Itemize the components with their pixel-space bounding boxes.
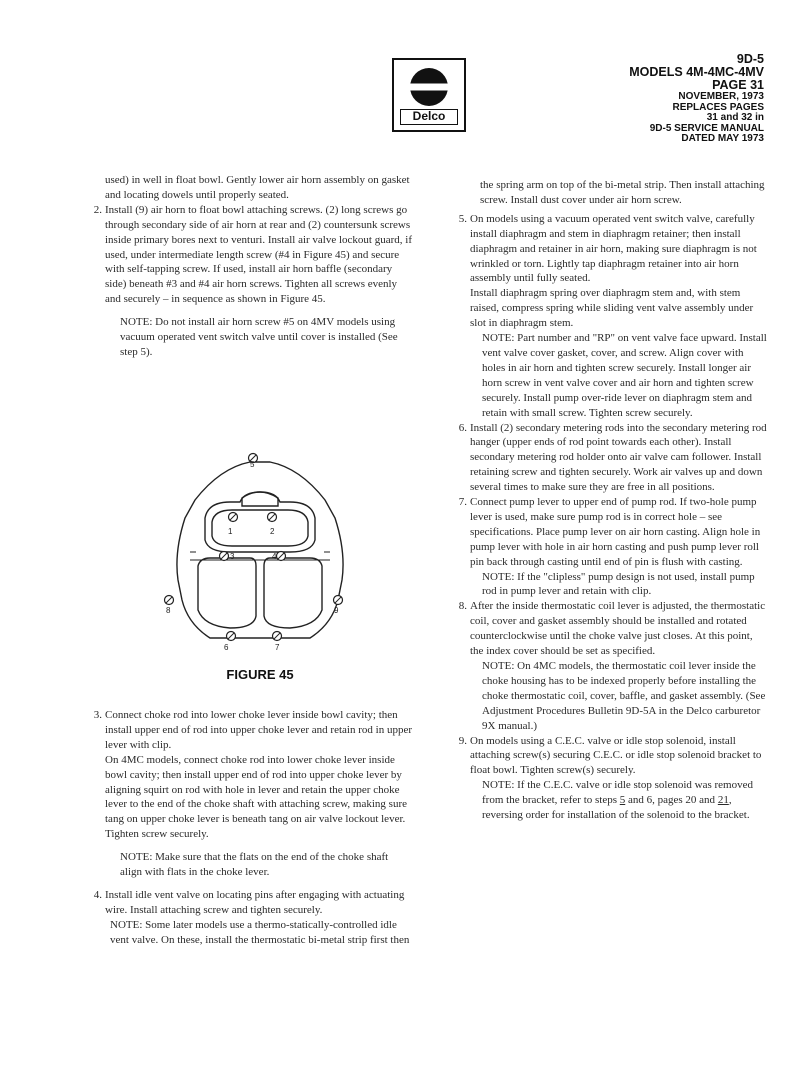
step-text: Install idle vent valve on locating pins after engaging with actuating wire. Install attaching screw and tighten securely. [105, 888, 405, 916]
step-number: 4. [93, 888, 102, 901]
step-7 [450, 495, 768, 570]
step-6 [450, 421, 768, 496]
issue-date: NOVEMBER, 1973 [678, 91, 764, 102]
screw-label-9: 9 [334, 606, 339, 615]
delco-logo [392, 58, 466, 132]
note-step-3: NOTE: Make sure that the flats on the end of the choke shaft align with flats in the choke lever. [120, 851, 389, 879]
page-header [564, 53, 764, 145]
step-reference-link: 5 [619, 794, 626, 807]
replaces-line: REPLACES PAGES [672, 101, 764, 113]
left-column-lower [80, 708, 412, 948]
screw-label-2: 2 [270, 527, 275, 536]
step-number: 3. [93, 709, 102, 721]
step-3 [80, 708, 412, 753]
screw-label-1: 1 [228, 527, 233, 536]
screw-label-8: 8 [166, 606, 171, 615]
manual-date: DATED MAY 1973 [681, 133, 764, 144]
note-step-8: NOTE: On 4MC models, the thermostatic coil lever inside the choke housing has to be indexed properly before installing the choke thermostatic coil, cover, baffle, and gasket assembly. (See Adjustment Procedures Bulletin 9D-5A in the Delco carburetor 9X manual.) [482, 660, 766, 732]
note-step-5: NOTE: Part number and "RP" on vent valve face upward. Install vent valve cover gasket, cover, and screw. Align cover with holes in air horn and tighten screw securely. Install longer air horn screw in vent valve cover and air horn and tighten screw securely. Install pump over-ride lever on diaphragm stem and retain with small screw. Tighten screw securely. [482, 332, 767, 419]
figure-caption: FIGURE 45 [226, 667, 294, 682]
screw-label-5: 5 [250, 460, 255, 469]
step-number: 7. [458, 496, 467, 509]
logo-wordmark: Delco [400, 109, 458, 125]
note-text: NOTE: If the C.E.C. valve or idle stop solenoid was removed from the bracket, refer to steps [482, 779, 753, 807]
note-step-9 [450, 778, 768, 823]
step-4 [80, 888, 412, 918]
screw-label-4: 4 [272, 552, 277, 561]
screw-label-6: 6 [224, 643, 229, 652]
section-number: 9D-5 [736, 52, 764, 66]
note-step-2: NOTE: Do not install air horn screw #5 on 4MV models using vacuum operated vent switch valve until cover is installed (See step 5). [120, 316, 398, 358]
step-number: 8. [458, 600, 467, 613]
step-5 [450, 212, 768, 287]
manual-name: 9D-5 SERVICE MANUAL [649, 122, 764, 134]
step-number: 6. [458, 421, 467, 434]
note-step-4: NOTE: Some later models use a thermo-statically-controlled idle vent valve. On these, install the thermostatic bi-metal strip first then [110, 918, 410, 946]
step-number: 5. [458, 212, 467, 225]
paragraph-continued: the spring arm on top of the bi-metal strip. Then install attaching screw. Install dust cover under air horn screw. [480, 179, 765, 206]
step-8 [450, 599, 768, 659]
page-number: PAGE 31 [712, 78, 764, 92]
screw-label-7: 7 [275, 643, 280, 652]
screw-label-3: 3 [230, 552, 235, 561]
step-text: After the inside thermostatic coil lever is adjusted, the thermostatic coil, cover and gasket assembly should be installed and rotated counterclockwise until the choke valve just closes. At this point, the index cover should be set as specified. [470, 600, 766, 658]
step-9 [450, 734, 768, 779]
step-text: Connect choke rod into lower choke lever inside bowl cavity; then install upper end of rod into upper choke lever and retain rod in upper lever with clip. [105, 709, 412, 751]
right-column [450, 178, 768, 823]
note-text: and 6, pages 20 and [628, 794, 716, 807]
step-text: On models using a C.E.C. valve or idle stop solenoid, install attaching screw(s) securing C.E.C. or idle stop solenoid bracket to float bowl. Tighten screw(s) securely. [470, 734, 762, 777]
step-text: Install (2) secondary metering rods into the secondary metering rod hanger (upper ends of rod point towards each other). Install secondary metering rod holder onto air valve cam follower. Install retaining screw and tighten securely. Work air valves up and down several times to make sure they are free in all positions. [470, 421, 767, 494]
step-number: 9. [458, 734, 467, 747]
note-step-7: NOTE: If the "clipless" pump design is not used, install pump rod in pump lever and retain with clip. [482, 570, 755, 598]
replaced-pages: 31 and 32 in [706, 112, 764, 123]
left-column-upper [80, 173, 412, 368]
step-2 [80, 203, 412, 307]
step-text: Install (9) air horn to float bowl attaching screws. (2) long screws go through secondary side of air horn at rear and (2) countersunk screws inside primary bores next to venturi. Install air valve lockout guard, if used, under intermediate length screw (#4 in Figure 45) and secure with self-tapping screw. If used, install air horn baffle (secondary side) beneath #3 and #4 air horn screws. Tighten all screws evenly and securely – in sequence as shown in Figure 45. [105, 203, 413, 306]
paragraph-continued: used) in well in float bowl. Gently lower air horn assembly on gasket and locating dowels until properly seated. [105, 174, 410, 201]
step-5-continued: Install diaphragm spring over diaphragm stem and, with stem raised, compress spring while sliding vent valve assembly under slot in diaphragm stem. [470, 287, 754, 330]
page-reference-link: 21 [717, 794, 729, 807]
note-text: , reversing order for installation of the solenoid to the bracket. [482, 794, 750, 822]
models-line: MODELS 4M-4MC-4MV [629, 65, 764, 79]
step-text: Connect pump lever to upper end of pump rod. If two-hole pump lever is used, make sure pump rod is in correct hole – see specifications. Place pump lever on air horn casting. Align hole in pump lever with hole in air horn casting and push pump lever roll pin back through casting until end of pin is flush with casting. [470, 496, 761, 568]
step-text: On models using a vacuum operated vent switch valve, carefully install diaphragm and stem in diaphragm retainer; then install diaphragm and retainer in air horn, making sure diaphragm is not wrinkled or torn. Lightly tap diaphragm retainer into air horn assembly until fully seated. [470, 212, 757, 285]
step-3-4mc-text: On 4MC models, connect choke rod into lower choke lever inside bowl cavity; then install upper end of rod into upper choke lever by aligning squirt on rod with hole in lever and retain the upper choke lever to the end of the choke shaft with attaching screw, making sure tang on upper choke lever is beneath tang on air valve lockout lever. Tighten screw securely. [105, 753, 407, 841]
figure-45-diagram [150, 440, 370, 660]
step-number: 2. [93, 203, 102, 216]
